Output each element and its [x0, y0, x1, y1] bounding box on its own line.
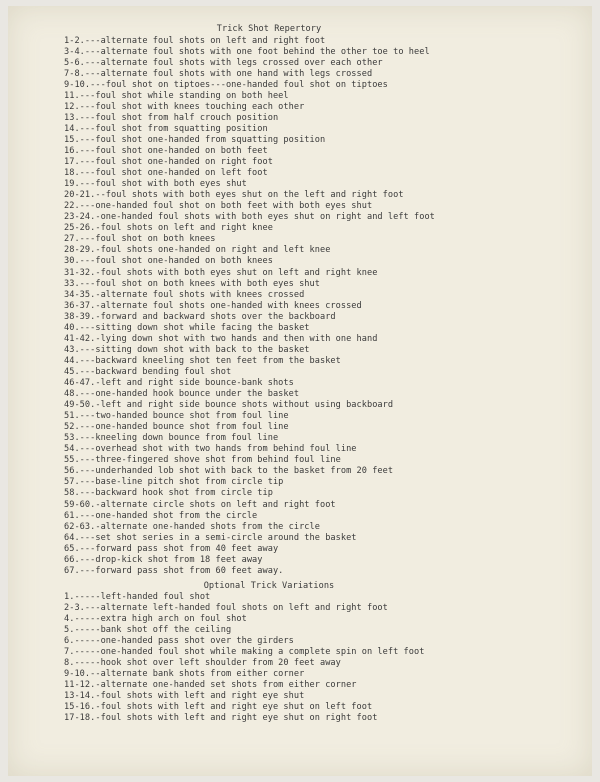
list-item: 48.---one-handed hook bounce under the basket	[64, 389, 300, 400]
list-item: 8.-----hook shot over left shoulder from 20 feet away	[64, 658, 341, 669]
list-item: 9-10.---foul shot on tiptoes---one-handed foul shot on tiptoes	[64, 79, 388, 90]
list-item: 46-47.-left and right side bounce-bank shots	[64, 378, 294, 388]
list-item: 4.-----extra high arch on foul shot	[64, 613, 247, 624]
list-item: 64.---set shot series in a semi-circle around the basket	[64, 532, 357, 543]
list-item: 38-39.-forward and backward shots over the backboard	[64, 311, 336, 322]
variations-list	[64, 592, 584, 725]
list-item: 57.---base-line pitch shot from circle tip	[64, 477, 284, 488]
list-item: 30.---foul shot one-handed on both knees	[64, 256, 273, 267]
list-item: 3-4.---alternate foul shots with one foot behind the other toe to heel	[64, 46, 430, 57]
list-item: 17-18.-foul shots with left and right eye shut on right foot	[64, 713, 378, 724]
list-item: 20-21.--foul shots with both eyes shut on the left and right foot	[64, 190, 404, 201]
list-item: 1-2.---alternate foul shots on left and right foot	[64, 35, 326, 46]
list-item: 34-35.-alternate foul shots with knees crossed	[64, 289, 305, 300]
list-item: 2-3.---alternate left-handed foul shots on left and right foot	[64, 602, 388, 613]
list-item: 43.---sitting down shot with back to the basket	[64, 344, 310, 355]
list-item: 13-14.-foul shots with left and right eye shut	[64, 691, 305, 702]
list-item: 52.---one-handed bounce shot from foul line	[64, 422, 289, 433]
list-item: 1.-----left-handed foul shot	[64, 591, 211, 602]
list-item: 25-26.-foul shots on left and right knee	[64, 223, 273, 234]
list-item: 51.---two-handed bounce shot from foul line	[64, 411, 289, 422]
list-item: 11.---foul shot while standing on both heel	[64, 90, 289, 101]
list-item: 41-42.-lying down shot with two hands and then with one hand	[64, 333, 378, 344]
list-item: 31-32.-foul shots with both eyes shut on left and right knee	[64, 267, 378, 278]
page-title: Trick Shot Repertory	[216, 24, 322, 34]
section-subtitle: Optional Trick Variations	[203, 580, 335, 591]
list-item: 33.---foul shot on both knees with both eyes shut	[64, 278, 320, 289]
list-item: 62-63.-alternate one-handed shots from the circle	[64, 521, 320, 532]
list-item: 61.---one-handed shot from the circle	[64, 510, 258, 521]
list-item: 19.---foul shot with both eyes shut	[64, 179, 247, 190]
list-item: 12.---foul shot with knees touching each other	[64, 101, 305, 112]
repertory-list	[64, 36, 584, 577]
list-item: 5.-----bank shot off the ceiling	[64, 625, 232, 636]
list-item: 27.---foul shot on both knees	[64, 234, 216, 245]
list-item: 28-29.-foul shots one-handed on right and left knee	[64, 245, 331, 256]
list-item: 13.---foul shot from half crouch position	[64, 112, 279, 123]
list-item: 23-24.-one-handed foul shots with both eyes shut on right and left foot	[64, 212, 435, 223]
list-item: 7-8.---alternate foul shots with one hand with legs crossed	[64, 68, 373, 79]
list-item: 58.---backward hook shot from circle tip	[64, 488, 273, 499]
list-item: 65.---forward pass shot from 40 feet away	[64, 543, 279, 554]
list-item: 56.---underhanded lob shot with back to the basket from 20 feet	[64, 466, 394, 477]
list-item: 67.---forward pass shot from 60 feet away.	[64, 565, 284, 576]
list-item: 17.---foul shot one-handed on right foot	[64, 157, 273, 168]
list-item: 15.---foul shot one-handed from squatting position	[64, 134, 326, 145]
list-item: 14.---foul shot from squatting position	[64, 123, 268, 134]
list-item: 9-10.--alternate bank shots from either corner	[64, 669, 305, 680]
list-item: 16.---foul shot one-handed on both feet	[64, 146, 268, 157]
list-item: 53.---kneeling down bounce from foul line	[64, 433, 279, 444]
list-item: 44.---backward kneeling shot ten feet from the basket	[64, 355, 341, 366]
list-item: 66.---drop-kick shot from 18 feet away	[64, 554, 263, 565]
list-item: 49-50.-left and right side bounce shots without using backboard	[64, 400, 394, 411]
list-item: 18.---foul shot one-handed on left foot	[64, 168, 268, 179]
list-item: 7.-----one-handed foul shot while making a complete spin on left foot	[64, 647, 425, 658]
list-item: 6.-----one-handed pass shot over the girders	[64, 636, 294, 647]
paper-sheet	[8, 6, 592, 776]
typed-page	[64, 24, 584, 724]
list-item: 55.---three-fingered shove shot from behind foul line	[64, 455, 341, 466]
list-item: 36-37.-alternate foul shots one-handed with knees crossed	[64, 300, 362, 311]
list-item: 5-6.---alternate foul shots with legs crossed over each other	[64, 57, 383, 68]
list-item: 15-16.-foul shots with left and right eye shut on left foot	[64, 702, 373, 713]
list-item: 40.---sitting down shot while facing the basket	[64, 322, 310, 333]
list-item: 54.---overhead shot with two hands from behind foul line	[64, 444, 357, 455]
list-item: 22.---one-handed foul shot on both feet with both eyes shut	[64, 201, 373, 212]
list-item: 11-12.-alternate one-handed set shots from either corner	[64, 680, 357, 691]
list-item: 59-60.-alternate circle shots on left and right foot	[64, 499, 336, 510]
list-item: 45.---backward bending foul shot	[64, 366, 232, 377]
